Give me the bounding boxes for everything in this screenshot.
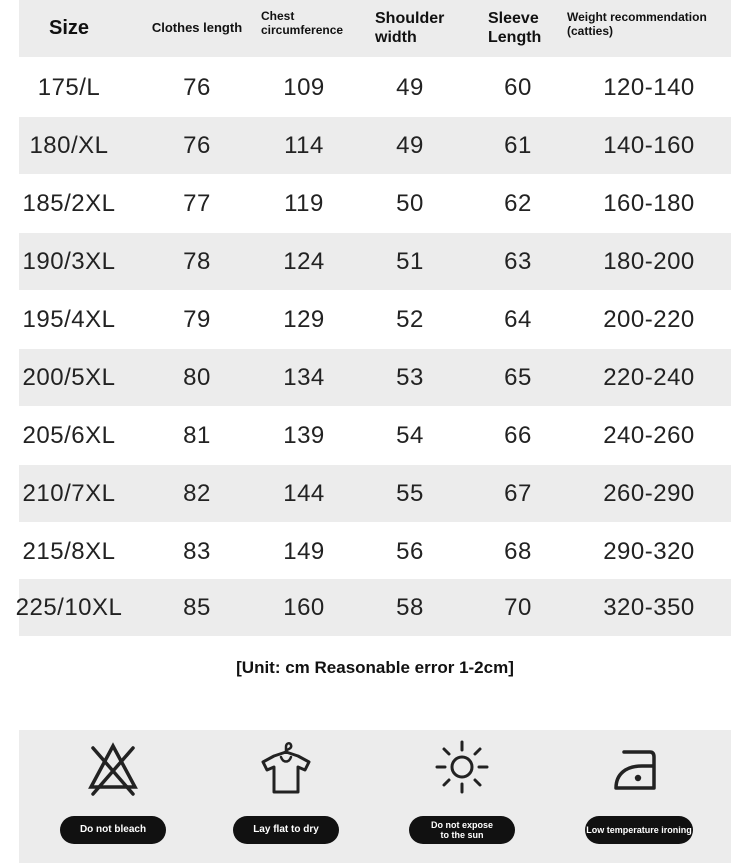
no-sun-icon xyxy=(435,738,489,796)
cell-size: 200/5XL xyxy=(22,363,116,391)
no-bleach-icon xyxy=(86,738,140,796)
cell-weight: 140-160 xyxy=(603,131,695,159)
table-row xyxy=(19,233,731,290)
cell-size: 210/7XL xyxy=(22,479,116,507)
cell-sleeve: 70 xyxy=(504,593,532,621)
cell-chest: 144 xyxy=(283,479,325,507)
cell-weight: 320-350 xyxy=(603,593,695,621)
header-weight xyxy=(567,0,737,68)
cell-weight: 180-200 xyxy=(603,247,695,275)
cell-weight: 120-140 xyxy=(603,73,695,101)
care-label-text: Lay flat to dry xyxy=(253,824,319,836)
cell-chest: 149 xyxy=(283,537,325,565)
cell-chest: 124 xyxy=(283,247,325,275)
cell-weight: 290-320 xyxy=(603,537,695,565)
table-row xyxy=(19,291,731,348)
table-header-row xyxy=(19,0,731,57)
cell-shoulder: 52 xyxy=(396,305,424,333)
cell-clothes-length: 79 xyxy=(183,305,211,333)
cell-size: 180/XL xyxy=(29,131,109,159)
care-label-no-sun xyxy=(409,816,515,844)
cell-weight: 260-290 xyxy=(603,479,695,507)
table-row xyxy=(15,579,731,636)
cell-size: 215/8XL xyxy=(22,537,116,565)
cell-size: 195/4XL xyxy=(22,305,116,333)
cell-sleeve: 65 xyxy=(504,363,532,391)
table-row xyxy=(19,59,731,116)
cell-sleeve: 62 xyxy=(504,189,532,217)
care-instructions-panel xyxy=(19,730,731,863)
cell-sleeve: 61 xyxy=(504,131,532,159)
cell-size: 205/6XL xyxy=(22,421,116,449)
cell-clothes-length: 80 xyxy=(183,363,211,391)
cell-clothes-length: 78 xyxy=(183,247,211,275)
table-row xyxy=(19,407,731,464)
care-item-no-bleach xyxy=(24,730,202,863)
header-size: Size xyxy=(48,17,90,39)
cell-clothes-length: 81 xyxy=(183,421,211,449)
care-label-text: Do not bleach xyxy=(79,824,147,836)
header-shoulder-line1: Shoulder xyxy=(375,10,445,28)
cell-weight: 200-220 xyxy=(603,305,695,333)
cell-size: 175/L xyxy=(37,73,101,101)
header-clothes-length: Clothes length xyxy=(151,20,243,36)
care-label-no-bleach xyxy=(60,816,166,844)
cell-shoulder: 50 xyxy=(396,189,424,217)
care-label-text: Do not expose xyxy=(430,819,493,830)
care-item-lay-flat xyxy=(197,730,375,863)
cell-weight: 160-180 xyxy=(603,189,695,217)
header-sleeve-line1: Sleeve xyxy=(488,10,539,28)
cell-sleeve: 64 xyxy=(504,305,532,333)
care-label-low-iron xyxy=(585,816,693,844)
care-item-low-iron xyxy=(550,730,728,863)
cell-sleeve: 67 xyxy=(504,479,532,507)
header-chest xyxy=(261,0,361,67)
header-weight-line2: (catties) xyxy=(567,23,614,38)
low-iron-icon xyxy=(612,738,666,796)
cell-shoulder: 56 xyxy=(396,537,424,565)
cell-shoulder: 53 xyxy=(396,363,424,391)
cell-shoulder: 55 xyxy=(396,479,424,507)
cell-sleeve: 66 xyxy=(504,421,532,449)
lay-flat-dry-icon xyxy=(259,738,313,796)
header-weight-line1: Weight recommendation xyxy=(567,10,707,24)
table-row xyxy=(19,523,731,580)
header-chest-line1: Chest xyxy=(261,9,295,23)
cell-sleeve: 60 xyxy=(504,73,532,101)
cell-weight: 240-260 xyxy=(603,421,695,449)
cell-clothes-length: 83 xyxy=(183,537,211,565)
cell-chest: 119 xyxy=(284,189,324,217)
cell-clothes-length: 82 xyxy=(183,479,211,507)
cell-shoulder: 58 xyxy=(396,593,424,621)
cell-weight: 220-240 xyxy=(603,363,695,391)
cell-clothes-length: 76 xyxy=(183,131,211,159)
header-chest-line2: circumference xyxy=(261,22,344,37)
cell-chest: 134 xyxy=(283,363,325,391)
cell-sleeve: 68 xyxy=(504,537,532,565)
cell-shoulder: 49 xyxy=(396,73,424,101)
cell-chest: 129 xyxy=(283,305,325,333)
cell-clothes-length: 76 xyxy=(183,73,211,101)
cell-shoulder: 51 xyxy=(396,247,424,275)
cell-chest: 139 xyxy=(283,421,325,449)
header-sleeve-line2: Length xyxy=(488,28,542,46)
care-label-text: to the sun xyxy=(440,830,484,840)
header-sleeve xyxy=(488,0,578,57)
table-row xyxy=(19,465,731,522)
cell-size: 225/10XL xyxy=(15,593,123,621)
table-row xyxy=(19,117,731,174)
cell-size: 185/2XL xyxy=(22,189,116,217)
care-label-text: Low temperature ironing xyxy=(586,824,692,835)
cell-shoulder: 54 xyxy=(396,421,424,449)
cell-chest: 114 xyxy=(284,131,324,159)
cell-size: 190/3XL xyxy=(22,247,116,275)
unit-note: [Unit: cm Reasonable error 1-2cm] xyxy=(236,658,514,677)
cell-clothes-length: 85 xyxy=(183,593,211,621)
cell-chest: 109 xyxy=(283,73,325,101)
table-row xyxy=(19,349,731,406)
header-shoulder xyxy=(375,0,465,57)
cell-chest: 160 xyxy=(283,593,325,621)
cell-shoulder: 49 xyxy=(396,131,424,159)
table-row xyxy=(19,175,731,232)
header-shoulder-line2: width xyxy=(375,28,417,46)
care-label-lay-flat xyxy=(233,816,339,844)
cell-sleeve: 63 xyxy=(504,247,532,275)
cell-clothes-length: 77 xyxy=(183,189,211,217)
care-item-no-sun xyxy=(373,730,551,863)
